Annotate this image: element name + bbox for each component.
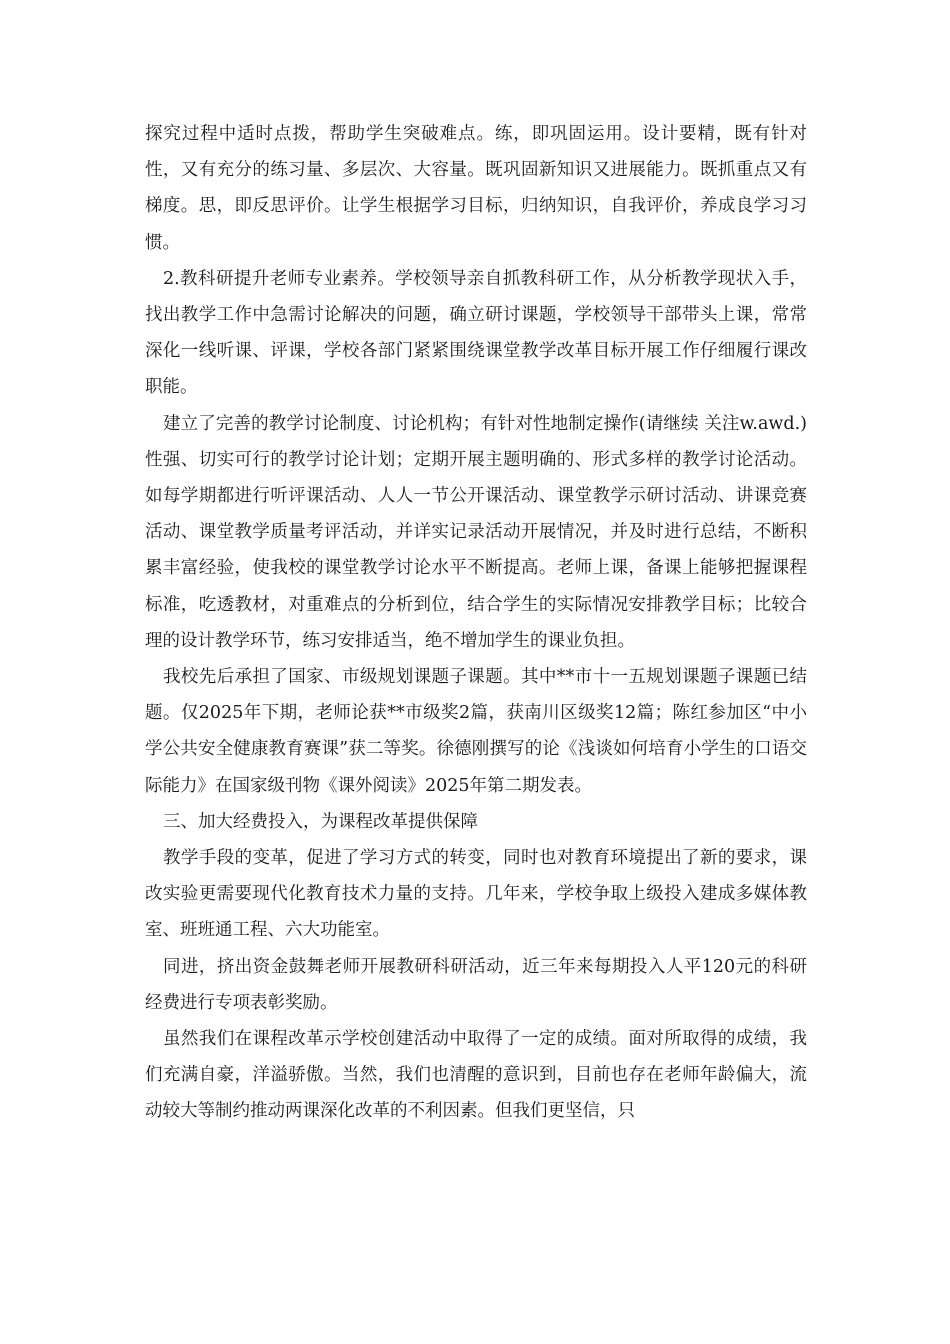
paragraph-5: 教学手段的变革，促进了学习方式的转变，同时也对教育环境提出了新的要求，课改实验更需要现代化教育技术力量的支持。几年来，学校争取上级投入建成多媒体教室、班班通工程、六大功能室。: [145, 848, 807, 941]
paragraph-2: 2.教科研提升老师专业素养。学校领导亲自抓教科研工作，从分析教学现状入手，找出教学工作中急需讨论解决的问题，确立研讨课题，学校领导干部带头上课，常常深化一线听课、评课，学校各部门紧紧围绕课堂教学改革目标开展工作仔细履行课改职能。: [145, 268, 807, 398]
section-heading: 三、加大经费投入，为课程改革提供保障: [163, 811, 478, 832]
paragraph-3: 建立了完善的教学讨论制度、讨论机构；有针对性地制定操作(请继续 关注w.awd.)性强、切实可行的教学讨论计划；定期开展主题明确的、形式多样的教学讨论活动。如每学期都进行听评课活动、人人一节公开课活动、课堂教学示研讨活动、讲课竞赛活动、课堂教学质量考评活动，并详实记录活动开展情况，并及时进行总结，不断积累丰富经验，使我校的课堂教学讨论水平不断提高。老师上课，备课上能够把握课程标准，吃透教材，对重难点的分析到位，结合学生的实际情况安排教学目标；比较合理的设计教学环节，练习安排适当，绝不增加学生的课业负担。: [145, 413, 807, 651]
document-body: [145, 116, 807, 1130]
paragraph-6: 同进，挤出资金鼓舞老师开展教研科研活动，近三年来每期投入人平120元的科研经费进行专项表彰奖励。: [145, 956, 807, 1013]
paragraph-7: 虽然我们在课程改革示学校创建活动中取得了一定的成绩。面对所取得的成绩，我们充满自豪，洋溢骄傲。当然，我们也清醒的意识到，目前也存在老师年龄偏大，流动较大等制约推动两课深化改革的不利因素。但我们更坚信，只: [145, 1029, 807, 1122]
paragraph-4: 我校先后承担了国家、市级规划课题子课题。其中**市十一五规划课题子课题已结题。仅2025年下期，老师论获**市级奖2篇，获南川区级奖12篇；陈红参加区“中小学公共安全健康教育赛课”获二等奖。徐德刚撰写的论《浅谈如何培育小学生的口语交际能力》在国家级刊物《课外阅读》2025年第二期发表。: [145, 667, 807, 796]
paragraph-1: 探究过程中适时点拨，帮助学生突破难点。练，即巩固运用。设计要精，既有针对性，又有充分的练习量、多层次、大容量。既巩固新知识又进展能力。既抓重点又有梯度。思，即反思评价。让学生根据学习目标，归纳知识，自我评价，养成良学习习惯。: [145, 124, 807, 253]
